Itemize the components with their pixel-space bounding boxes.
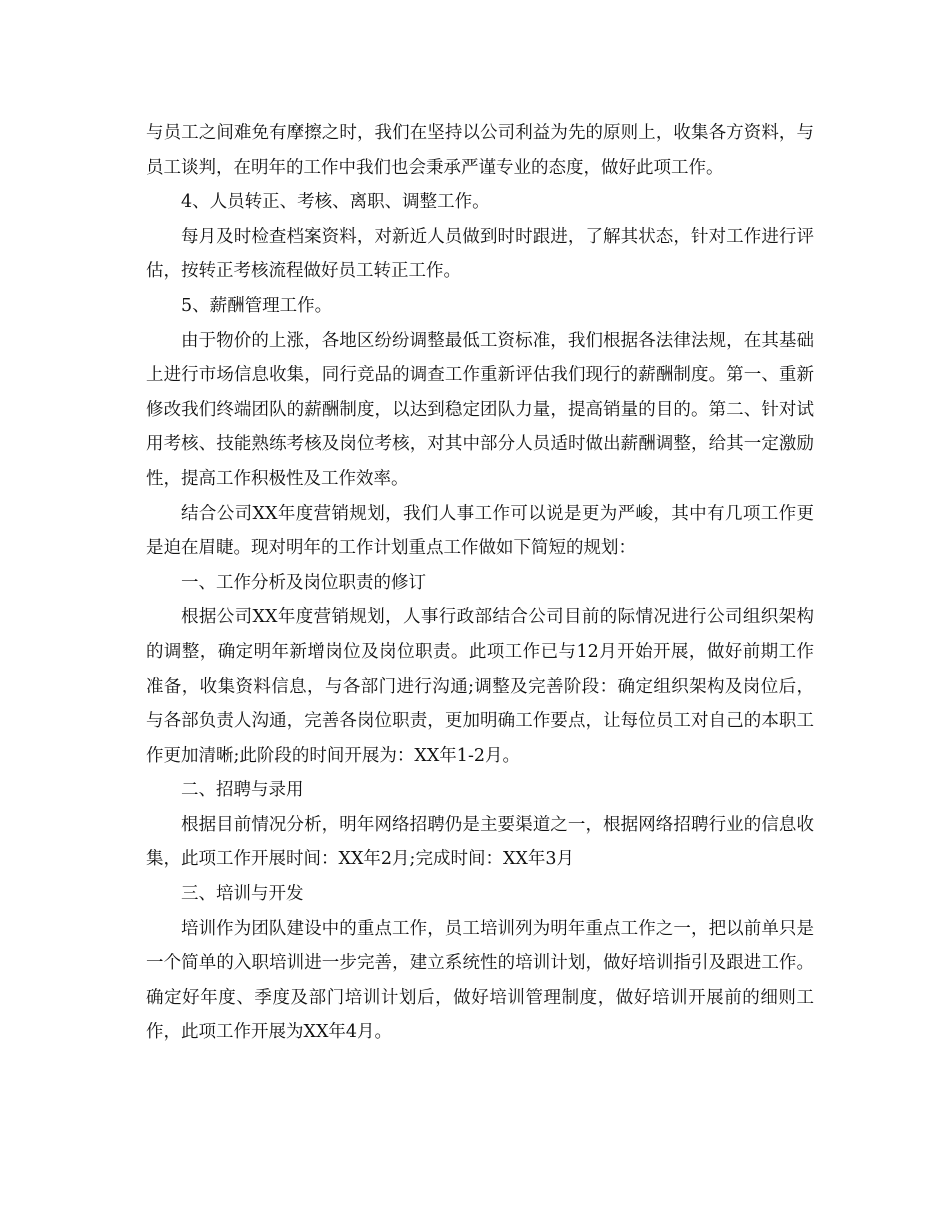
paragraph-4-heading: 5、薪酬管理工作。 xyxy=(181,295,333,316)
paragraph-2-heading: 4、人员转正、考核、离职、调整工作。 xyxy=(181,192,490,213)
section-heading-2: 二、招聘与录用 xyxy=(181,780,304,801)
paragraph-10: 根据目前情况分析，明年网络招聘仍是主要渠道之一，根据网络招聘行业的信息收集，此项工作开展时间：XX年2月;完成时间：XX年3月 xyxy=(146,814,814,870)
section-heading-3: 三、培训与开发 xyxy=(181,884,304,905)
paragraph-1: 与员工之间难免有摩擦之时，我们在坚持以公司利益为先的原则上，收集各方资料，与员工谈判，在明年的工作中我们也会秉承严谨专业的态度，做好此项工作。 xyxy=(146,123,814,178)
paragraph-12: 培训作为团队建设中的重点工作，员工培训列为明年重点工作之一，把以前单只是一个简单的入职培训进一步完善，建立系统性的培训计划，做好培训指引及跟进工作。确定好年度、季度及部门培训计划后，做好培训管理制度，做好培训开展前的细则工作，此项工作开展为XX年4月。 xyxy=(146,918,814,1043)
paragraph-8: 根据公司XX年度营销规划，人事行政部结合公司目前的际情况进行公司组织架构的调整，确定明年新增岗位及岗位职责。此项工作已与12月开始开展，做好前期工作准备，收集资料信息，与各部门进行沟通;调整及完善阶段：确定组织架构及岗位后，与各部负责人沟通，完善各岗位职责，更加明确工作要点，让每位员工对自己的本职工作更加清晰;此阶段的时间开展为：XX年1-2月。 xyxy=(146,607,814,766)
document-body xyxy=(146,116,814,1050)
paragraph-5: 由于物价的上涨，各地区纷纷调整最低工资标准，我们根据各法律法规，在其基础上进行市场信息收集，同行竞品的调查工作重新评估我们现行的薪酬制度。第一、重新修改我们终端团队的薪酬制度，以达到稳定团队力量，提高销量的目的。第二、针对试用考核、技能熟练考核及岗位考核，对其中部分人员适时做出薪酬调整，给其一定激励性，提高工作积极性及工作效率。 xyxy=(146,330,814,489)
section-heading-1: 一、工作分析及岗位职责的修订 xyxy=(181,572,426,593)
paragraph-3: 每月及时检查档案资料，对新近人员做到时时跟进，了解其状态，针对工作进行评估，按转正考核流程做好员工转正工作。 xyxy=(146,226,814,282)
paragraph-6: 结合公司XX年度营销规划，我们人事工作可以说是更为严峻，其中有几项工作更是迫在眉睫。现对明年的工作计划重点工作做如下简短的规划： xyxy=(146,503,814,559)
